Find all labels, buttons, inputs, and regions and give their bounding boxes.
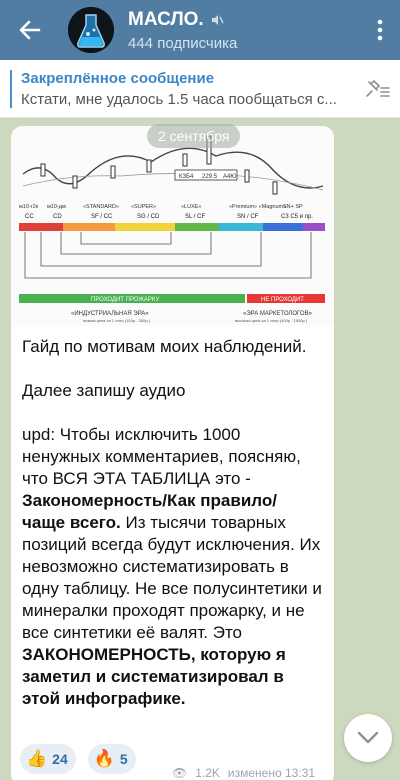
- infographic-bar-fail: НЕ ПРОХОДИТ: [261, 297, 304, 303]
- edited-time: изменено 13:31: [227, 766, 316, 780]
- infographic-label-7: SN+ SP: [283, 204, 303, 210]
- pinned-message[interactable]: [0, 60, 400, 118]
- infographic-label-1: м10-г2к: [19, 204, 39, 210]
- infographic-value-3: А4Ю: [223, 174, 237, 180]
- flask-icon: [68, 7, 114, 53]
- message-paragraph-3b: Закономерность/Как правило/ чаще всего.: [22, 491, 282, 532]
- channel-info[interactable]: [128, 9, 360, 52]
- infographic-era-left: «ИНДУСТРИАЛЬНАЯ ЭРА»: [71, 311, 149, 317]
- infographic-drawing: [11, 126, 334, 326]
- pinned-list-button[interactable]: [356, 78, 400, 100]
- infographic-sublabel-7: C3 C5 и пр.: [281, 214, 313, 220]
- infographic-sublabel-3: SF / CC: [91, 214, 113, 220]
- subscriber-count: 444 подписчика: [128, 34, 238, 52]
- pinned-preview: Кстати, мне удалось 1.5 часа пообщаться с...: [21, 90, 337, 108]
- eye-icon: 👁: [172, 766, 188, 780]
- menu-button[interactable]: [360, 0, 400, 60]
- message-paragraph-2: Далее запишу аудио: [22, 381, 186, 400]
- infographic-label-5: «LUXE»: [181, 204, 202, 210]
- view-count: 1.2K: [195, 766, 220, 780]
- reaction-count: 5: [119, 751, 128, 767]
- reactions-row: [20, 744, 136, 774]
- infographic-sublabel-5: SL / CF: [185, 214, 206, 220]
- infographic-image[interactable]: [11, 126, 334, 326]
- thumbs-up-icon: 👍: [26, 749, 48, 768]
- infographic-era-right: «ЭРА МАРКЕТОЛОГОВ»: [243, 311, 312, 317]
- infographic-label-4: «SUPER»: [131, 204, 157, 210]
- channel-avatar[interactable]: [68, 7, 114, 53]
- reaction-count: 24: [52, 751, 68, 767]
- back-button[interactable]: [0, 0, 60, 60]
- fire-icon: 🔥: [93, 749, 115, 768]
- infographic-label-3: «STANDARD»: [83, 204, 119, 210]
- infographic-bar-pass: ПРОХОДИТ ПРОЖАРКУ: [91, 297, 160, 303]
- chat-header: [0, 0, 400, 60]
- reaction-thumbs-up[interactable]: [20, 744, 76, 774]
- infographic-value-1: КЗБ4: [179, 174, 194, 180]
- date-separator: 2 сентября: [147, 124, 240, 148]
- chevron-down-icon: [357, 731, 379, 745]
- infographic-era-left-sub: низкая цена за 1 литр (100р - 350р.): [83, 318, 151, 323]
- infographic-label-2: м10-дм: [47, 204, 66, 210]
- muted-icon: [210, 13, 224, 27]
- reaction-fire[interactable]: [88, 744, 136, 774]
- pin-list-icon: [365, 78, 391, 100]
- infographic-label-6: «Premium» «Magnum»: [229, 204, 287, 210]
- message-paragraph-1: Гайд по мотивам моих наблюдений.: [22, 337, 307, 356]
- scroll-down-button[interactable]: [344, 714, 392, 762]
- infographic-era-right-sub: высокая цена за 1 литр (400р - 1500р.): [235, 318, 308, 323]
- message-meta: [172, 766, 315, 780]
- pinned-indicator: [10, 70, 12, 108]
- more-vertical-icon: [377, 19, 383, 41]
- infographic-sublabel-2: CD: [53, 214, 62, 220]
- message-paragraph-3c: Из тысячи товарных позиций всегда будут исключения. Их невозможно систематизировать в одну таблицу. Не все полусинтетики и минералки проходят прожарку, и не все синтетики её валят. Это: [22, 513, 327, 642]
- channel-title: МАСЛО.: [128, 8, 204, 30]
- message-paragraph-3a: upd: Чтобы исключить 1000 ненужных комментариев, поясняю, что ВСЯ ЭТА ТАБЛИЦА это -: [22, 425, 306, 488]
- infographic-value-2: 229.5: [202, 174, 218, 180]
- infographic-sublabel-4: SG / CD: [137, 214, 160, 220]
- infographic-sublabel-1: CC: [25, 214, 34, 220]
- pinned-title: Закреплённое сообщение: [21, 69, 215, 87]
- infographic-sublabel-6: SN / CF: [237, 214, 259, 220]
- back-arrow-icon: [19, 20, 41, 40]
- message-text: [22, 336, 327, 710]
- message-paragraph-3d: ЗАКОНОМЕРНОСТЬ, которую я заметил и систематизировал в этой инфографике.: [22, 645, 291, 708]
